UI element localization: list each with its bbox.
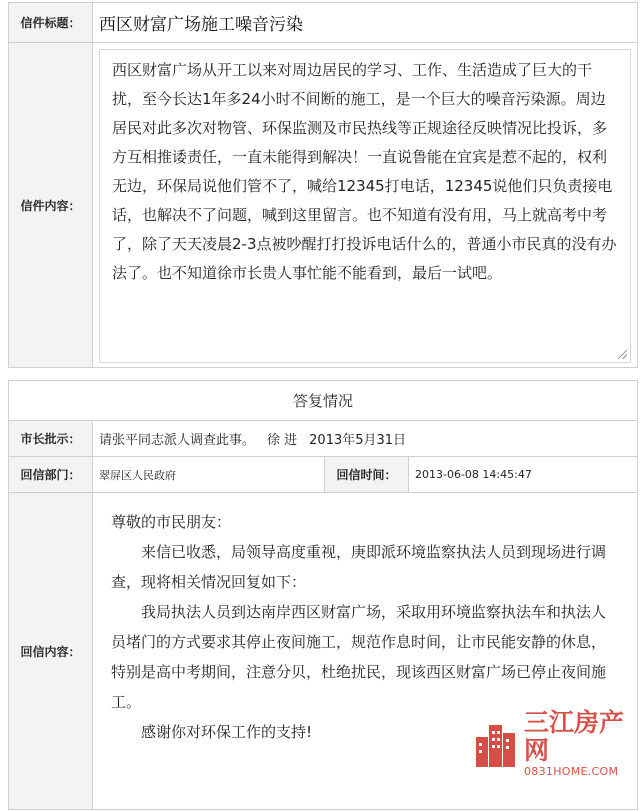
mayor-instruction [93,421,418,456]
letter-content-row [9,43,637,367]
letter-content-text: 西区财富广场从开工以来对周边居民的学习、工作、生活造成了巨大的干扰，至今长达1年多24小时不间断的施工，是一个巨大的噪音污染源。周边居民对此多次对物管、环保监测及市民热线等正规途径反映情况比投诉，多方互相推诿责任，一直未能得到解决！一直说鲁能在宜宾是惹不起的，权利无边，环保局说他们管不了，喊给12345打电话，12345说他们只负责接电话，也解决不了问题，喊到这里留言。也不知道有没有用，马上就高考中考了，除了天天凌晨2-3点被吵醒打打投诉电话什么的，普通小市民真的没有办法了。也不知道徐市长贵人事忙能不能看到，最后一试吧。 [112,61,617,282]
reply-section-title: 答复情况 [292,392,353,410]
reply-paragraph-2: 我局执法人员到达南岸西区财富广场，采取用环境监察执法车和执法人员堵门的方式要求其停止夜间施工，规范作息时间，让市民能安静的休息，特别是高中考期间，注意分贝，杜绝扰民，现该西区财富广场已停止夜间施工。 [111,603,607,711]
letter-panel [8,2,638,368]
reply-time-label: 回信时间： [325,457,409,492]
building-logo-icon [474,719,518,769]
reply-paragraph-3: 感谢你对环保工作的支持! [141,723,313,741]
reply-dept: 翠屏区人民政府 [93,457,325,492]
mayor-instruction-row [9,421,637,457]
letter-title-row [9,3,637,43]
letter-content-textarea[interactable] [99,49,631,363]
watermark-site-name: 三江房产网 [524,708,625,765]
mayor-instruction-label: 市长批示： [9,421,93,456]
resize-grip-icon[interactable] [618,350,627,359]
reply-dept-label: 回信部门： [9,457,93,492]
site-watermark-logo [474,708,625,778]
reply-content-label: 回信内容： [9,493,93,809]
mayor-date: 2013年5月31日 [309,433,407,448]
reply-greeting: 尊敬的市民朋友： [111,513,232,531]
letter-content-label: 信件内容： [9,43,93,367]
letter-title: 西区财富广场施工噪音污染 [99,15,303,35]
mayor-name: 徐 进 [267,433,298,448]
watermark-domain: 0831HOME.COM [524,765,619,778]
letter-title-label: 信件标题： [9,3,93,42]
reply-time: 2013-06-08 14:45:47 [415,468,532,481]
reply-section-header [9,381,637,421]
reply-meta-row [9,457,637,493]
mayor-instruction-text: 请张平同志派人调查此事。 [99,433,256,448]
watermark-text [524,709,624,779]
reply-paragraph-1: 来信已收悉，局领导高度重视，庚即派环境监察执法人员到现场进行调查，现将相关情况回复如下： [111,543,607,591]
